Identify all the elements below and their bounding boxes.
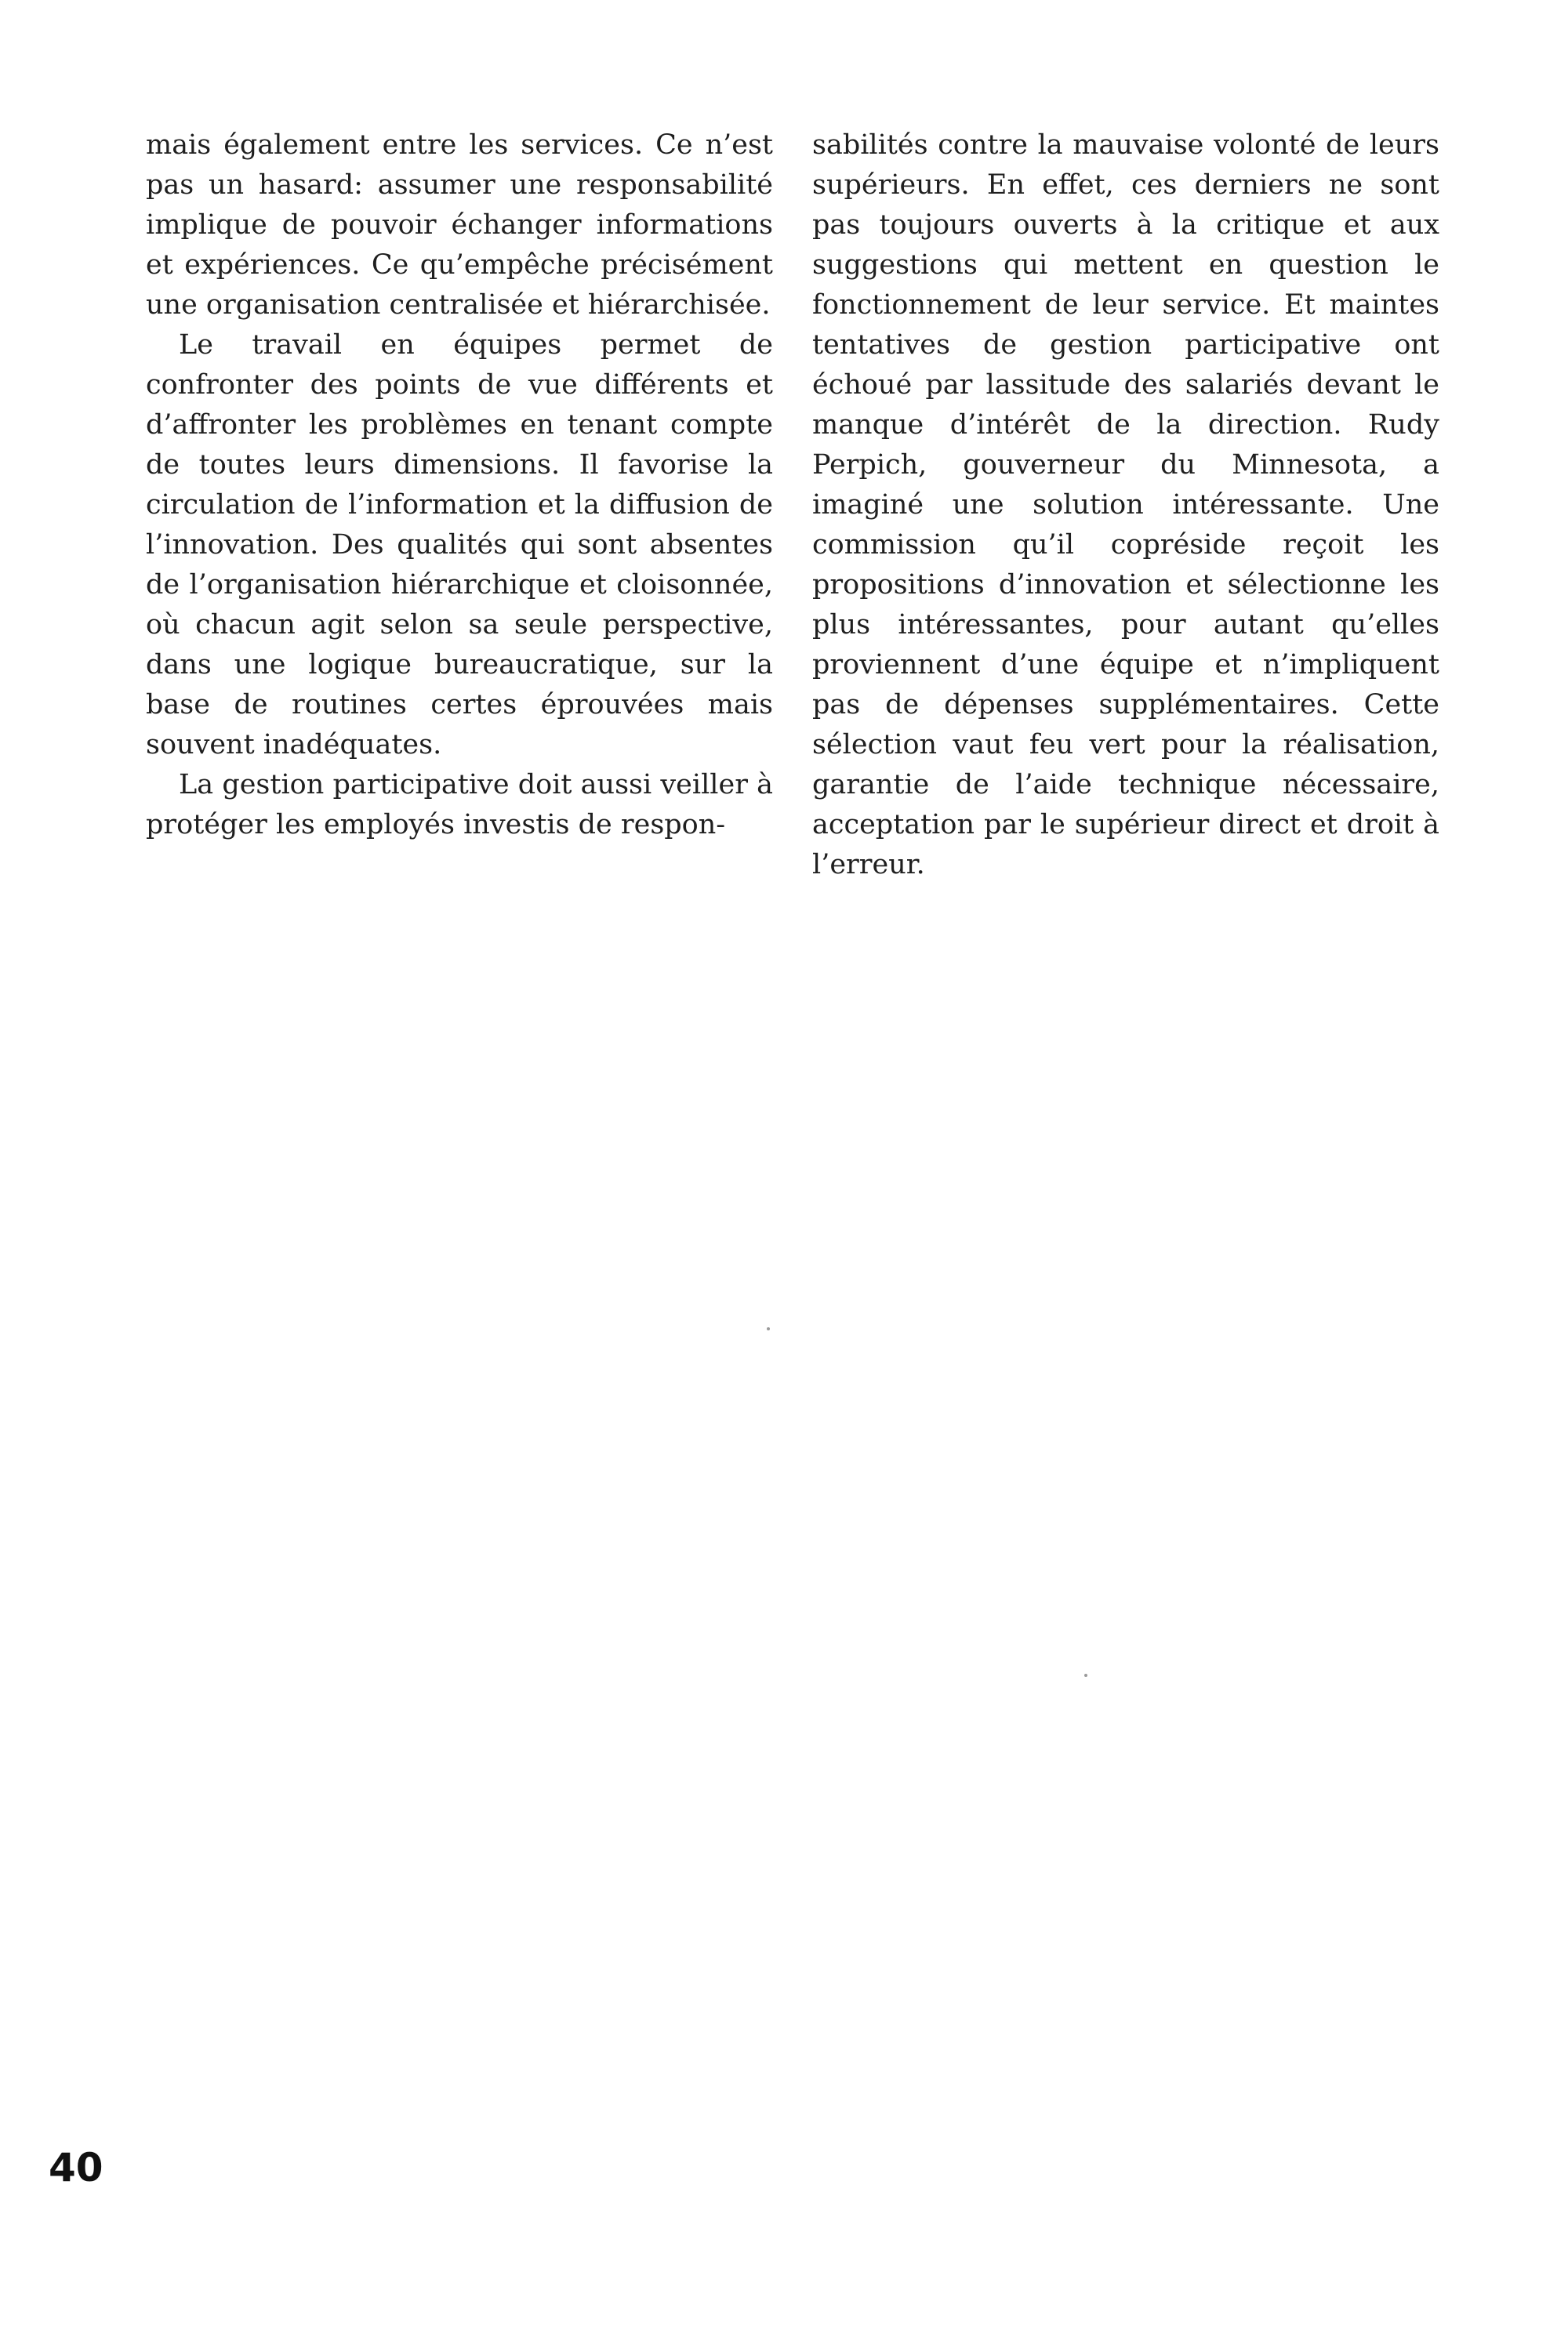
scan-speck <box>1084 1674 1087 1677</box>
scan-speck <box>767 1327 770 1330</box>
text-columns <box>146 125 1439 885</box>
paragraph-left-3: La gestion participative doit aussi veiller à protéger les employés investis de respon- <box>146 769 773 840</box>
left-column <box>146 125 773 885</box>
paragraph-right-1: sabilités contre la mauvaise volonté de leurs supérieurs. En effet, ces derniers ne sont pas toujours ouverts à la critique et aux suggestions qui mettent en question le fonctionnement de leur service. Et maintes tentatives de gestion participative ont échoué par lassitude des salariés devant le manque d’intérêt de la direction. Rudy Perpich, gouverneur du Minnesota, a imaginé une solution intéressante. Une commission qu’il copréside reçoit les propositions d’innovation et sélectionne les plus intéressantes, pour autant qu’elles proviennent d’une équipe et n’impliquent pas de dépenses supplémentaires. Cette sélection vaut feu vert pour la réalisation, garantie de l’aide technique nécessaire, acceptation par le supérieur direct et droit à l’erreur. <box>812 129 1439 880</box>
right-column <box>812 125 1439 885</box>
page-number: 40 <box>49 2145 103 2190</box>
paragraph-left-1: mais également entre les services. Ce n’est pas un hasard: assumer une responsabilité implique de pouvoir échanger informations et expériences. Ce qu’empêche précisément une organisation centralisée et hiérarchisée. <box>146 129 773 321</box>
paragraph-left-2: Le travail en équipes permet de confronter des points de vue différents et d’affronter les problèmes en tenant compte de toutes leurs dimensions. Il favorise la circulation de l’information et la diffusion de l’innovation. Des qualités qui sont absentes de l’organisation hiérarchique et cloisonnée, où chacun agit selon sa seule perspective, dans une logique bureaucratique, sur la base de routines certes éprouvées mais souvent inadéquates. <box>146 329 773 760</box>
